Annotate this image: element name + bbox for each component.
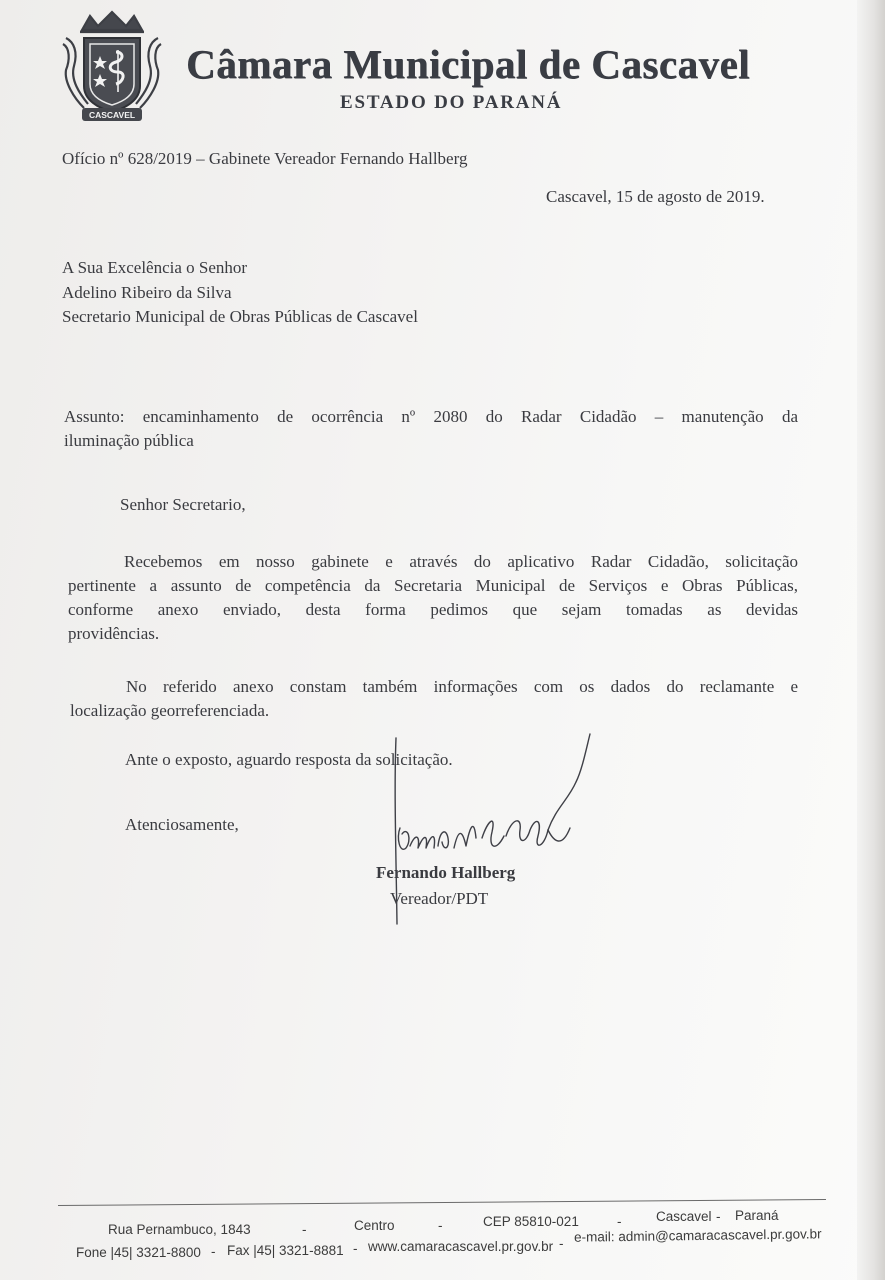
footer-separator: - <box>559 1236 564 1251</box>
paragraph-3: Ante o exposto, aguardo resposta da solicitação. <box>125 750 453 769</box>
subject-line: iluminação pública <box>64 431 194 450</box>
footer-state: Paraná <box>735 1208 779 1223</box>
footer-phone: Fone |45| 3321-8800 <box>76 1245 201 1260</box>
footer-district: Centro <box>354 1218 395 1233</box>
footer-separator: - <box>211 1244 216 1259</box>
letter-date: Cascavel, 15 de agosto de 2019. <box>546 187 765 206</box>
footer-separator: - <box>716 1209 721 1224</box>
signer-role: Vereador/PDT <box>390 889 489 908</box>
recipient-line: A Sua Excelência o Senhor <box>62 258 248 277</box>
recipient-name: Adelino Ribeiro da Silva <box>62 283 232 302</box>
signer-name: Fernando Hallberg <box>376 863 516 882</box>
handwritten-signature <box>370 730 600 930</box>
footer-separator: - <box>438 1218 443 1233</box>
paragraph-line: providências. <box>68 624 160 643</box>
paragraph-2 <box>70 675 798 723</box>
footer-separator: - <box>353 1241 358 1256</box>
salutation: Senhor Secretario, <box>120 495 246 514</box>
closing: Atenciosamente, <box>125 815 239 834</box>
coat-of-arms-icon <box>60 8 164 124</box>
paragraph-1 <box>68 550 798 646</box>
recipient-title: Secretario Municipal de Obras Públicas de Cascavel <box>62 307 418 326</box>
institution-title: Câmara Municipal de Cascavel <box>186 41 751 87</box>
institution-subtitle: ESTADO DO PARANÁ <box>340 92 563 113</box>
footer-email: e-mail: admin@camaracascavel.pr.gov.br <box>573 1226 822 1245</box>
page-edge-shadow <box>857 0 885 1280</box>
footer-cep: CEP 85810-021 <box>483 1214 579 1229</box>
crest-label: CASCAVEL <box>88 110 136 120</box>
letter-reference: Ofício nº 628/2019 – Gabinete Vereador Fernando Hallberg <box>62 149 468 168</box>
footer-separator: - <box>617 1214 622 1229</box>
footer-separator: - <box>302 1222 307 1237</box>
footer-address: Rua Pernambuco, 1843 <box>108 1222 251 1237</box>
paragraph-line: localização georreferenciada. <box>70 701 270 720</box>
subject-block <box>64 405 798 453</box>
footer-city: Cascavel <box>656 1209 712 1224</box>
paragraph-line: conforme anexo enviado, desta forma pedimos que sejam tomadas as devidas <box>68 600 798 619</box>
paragraph-line: Recebemos em nosso gabinete e através do aplicativo Radar Cidadão, solicitação <box>124 552 798 571</box>
footer-fax: Fax |45| 3321-8881 <box>227 1243 344 1258</box>
paragraph-line: No referido anexo constam também informações com os dados do reclamante e <box>126 677 798 696</box>
footer-divider <box>58 1199 826 1206</box>
paragraph-line: pertinente a assunto de competência da Secretaria Municipal de Serviços e Obras Públicas, <box>68 576 798 595</box>
footer-website: www.camaracascavel.pr.gov.br <box>368 1239 554 1254</box>
subject-line: Assunto: encaminhamento de ocorrência nº 2080 do Radar Cidadão – manutenção da <box>64 407 798 426</box>
